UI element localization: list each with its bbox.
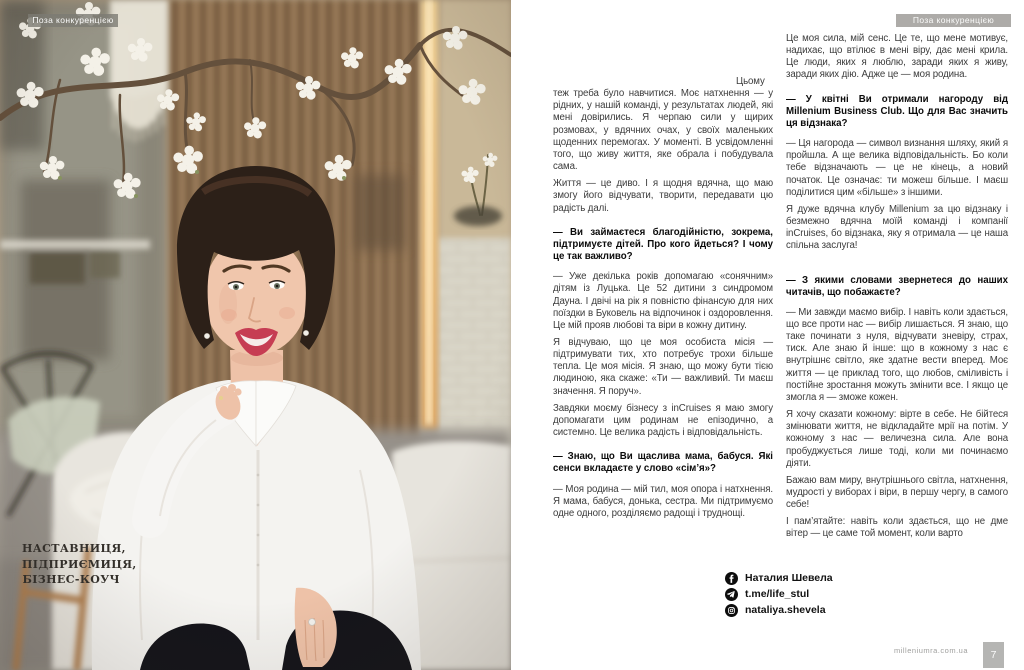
interview-answer: Завдяки моєму бізнесу з inCruises я маю змогу допомагати цим родинам не епізодично, а системно. Це велика радість і відповідальність. (553, 402, 773, 439)
caption-line: БІЗНЕС-КОУЧ (22, 573, 120, 586)
interview-answer: — Ця нагорода — символ визнання шляху, який я пройшла. А ще велика відповідальність. Бо коли тебе відзначають — це не кінець, а новий початок. Це означає: ти можеш більше. І маєш поділитися цим «більше» з іншими. (786, 138, 1008, 198)
interview-answer: — Ми завжди маємо вибір. І навіть коли здається, що все проти нас — вибір лишається. Я знаю, що таке починати з нуля, відчувати зневіру, страх, тиск. Але знаю й інше: що в кожному з нас є внутрішнє світло, яке здатне вести вперед. Моє життя — це приклад того, що любов, сміливість і постійне зростання можуть змінити все. І якщо це змогла я — зможе кожен. (786, 306, 1008, 403)
page-number: 7 (983, 642, 1004, 668)
social-link-row[interactable] (725, 571, 833, 585)
interview-answer: Я хочу сказати кожному: вірте в себе. Не бійтеся змінювати життя, не відкладайте мрії на потім. У кожному з нас — величезна сила. Але вона пробуджується лише тоді, коли ми починаємо діяти. (786, 409, 1008, 469)
section-tag-left: Поза конкуренцією (28, 14, 118, 27)
interview-answer: — Моя родина — мій тил, моя опора і натхнення. Я мама, бабуся, донька, сестра. Ми підтримуємо одне одного, розділяємо радощі і труднощі. (553, 483, 773, 519)
interview-answer: Я відчуваю, що це моя особиста місія — підтримувати тих, хто потребує трохи більше тепла. Це моя місія. Я знаю, що можу бути тією людиною, яка скаже: «Ти — важливий. Ти маєш значення. Я поруч». (553, 336, 773, 397)
social-link-row[interactable] (725, 587, 833, 601)
photo-caption (22, 541, 137, 588)
website-url[interactable]: milleniumra.com.ua (893, 646, 968, 655)
interview-question: — Знаю, що Ви щаслива мама, бабуся. Які сенси вкладаєте у слово «сім’я»? (553, 451, 773, 475)
interview-question: — У квітні Ви отримали нагороду від Millenium Business Club. Що для Вас значить ця відзнака? (786, 93, 1008, 129)
article-column-1 (553, 76, 773, 525)
interview-answer: Життя — це диво. І я щодня вдячна, що маю змогу його відчувати, творити, передавати цю радість далі. (553, 178, 773, 214)
interview-answer: І пам’ятайте: навіть коли здається, що не дме вітер — це саме той момент, коли варто (786, 516, 1008, 540)
interview-answer: Я дуже вдячна клубу Millenium за цю відзнаку і безмежно вдячна моїй команді і компанії inCruises, бо відзнака, яку я отримала — це наша спільна заслуга! (786, 203, 1008, 252)
interview-question: — Ви займаєтеся благодійністю, зокрема, підтримуєте дітей. Про кого йдеться? І чому це так важливо? (553, 226, 773, 263)
interview-answer: — Уже декілька років допомагаю «сонячним» дітям із Луцька. Це 52 дитини з синдромом Дауна. І двічі на рік я повністю фінансую для них поїздки в Буковель на відпочинок і оздоровлення. Це мій прояв любові та віри в кожну дитину. (553, 271, 773, 331)
section-tag-right: Поза конкуренцією (896, 14, 1011, 27)
instagram-icon (725, 604, 738, 617)
interview-answer: Бажаю вам миру, внутрішнього світла, натхнення, мудрості у виборах і віри, в першу чергу, в самого себе! (786, 474, 1008, 511)
caption-line: НАСТАВНИЦЯ, (22, 542, 126, 555)
social-links (725, 571, 833, 619)
interview-answer: Цьому теж треба було навчитися. Моє натхнення — у рідних, у нашій команді, у результатах людей, які мені довірились. Я черпаю сили у щирих розмовах, у вдячних очах, у своїх маленьких щоденних перемогах. У моменті. В усвідомленні того, що живу життя, яке обрала і побудувала сама. (553, 76, 773, 173)
social-handle: Наталия Шевела (745, 572, 833, 584)
article-column-2 (786, 33, 1008, 546)
facebook-icon (725, 572, 738, 585)
social-link-row[interactable] (725, 603, 833, 617)
interview-question: — З якими словами звернетеся до наших читачів, що побажаєте? (786, 274, 1008, 298)
telegram-icon (725, 588, 738, 601)
social-handle: nataliya.shevela (745, 604, 826, 616)
social-handle: t.me/life_stul (745, 588, 810, 600)
portrait-photo (0, 0, 511, 670)
interview-answer: Це моя сила, мій сенс. Це те, що мене мотивує, надихає, що втілює в мені віру, дає мені крила. Це люди, яких я люблю, заради яких я живу, заради яких дію. Адже це — моя родина. (786, 33, 1008, 81)
caption-line: ПІДПРИЄМИЦЯ, (22, 557, 137, 571)
